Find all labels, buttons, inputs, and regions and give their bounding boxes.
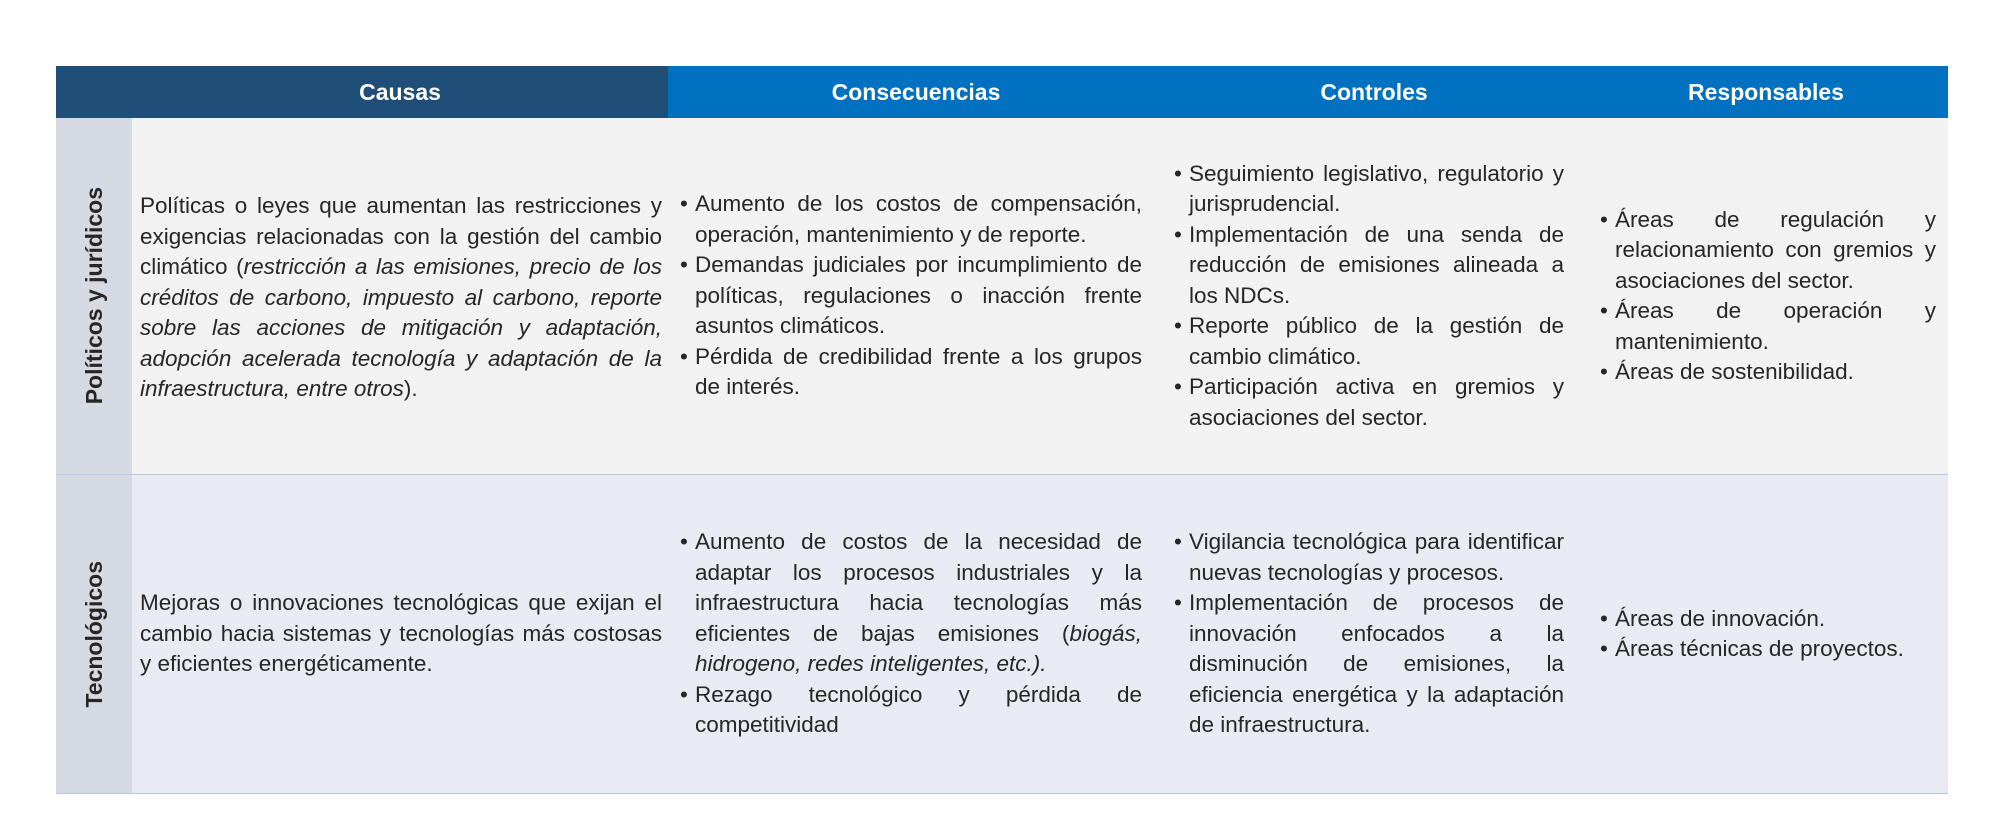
header-causas: Causas [132, 66, 668, 118]
cell-causas [132, 118, 668, 474]
table-header [56, 66, 1948, 118]
list-item: • Rezago tecnológico y pérdida de competitividad [680, 680, 1142, 741]
row-category-label: Políticos y jurídicos [80, 187, 107, 405]
list-item: • Áreas técnicas de proyectos. [1600, 634, 1936, 665]
responsables-list [1600, 604, 1936, 665]
list-item: • Demandas judiciales por incumplimiento de políticas, regulaciones o inacción frente asuntos climáticos. [680, 250, 1142, 342]
cell-responsables [1584, 475, 1948, 793]
list-item: • Implementación de procesos de innovación enfocados a la disminución de emisiones, la eficiencia energética y la adaptación de infraestructura. [1174, 588, 1564, 741]
cell-consecuencias [668, 118, 1164, 474]
list-item: • Implementación de una senda de reducción de emisiones alineada a los NDCs. [1174, 220, 1564, 312]
list-item: • Vigilancia tecnológica para identificar nuevas tecnologías y procesos. [1174, 527, 1564, 588]
header-responsables: Responsables [1584, 66, 1948, 118]
causas-italic: restricción a las emisiones, precio de los créditos de carbono, impuesto al carbono, reporte sobre las acciones de mitigación y adaptación, adopción acelerada tecnología y adaptación de la infraestructura, entre otros [140, 254, 662, 402]
list-item: • Pérdida de credibilidad frente a los grupos de interés. [680, 342, 1142, 403]
list-item: • Áreas de operación y mantenimiento. [1600, 296, 1936, 357]
list-item: • Aumento de los costos de compensación, operación, mantenimiento y de reporte. [680, 189, 1142, 250]
risk-table [56, 66, 1948, 794]
consecuencia-italic: biogás, hidrogeno, redes inteligentes, etc.). [695, 620, 1142, 677]
list-item: • Áreas de regulación y relacionamiento con gremios y asociaciones del sector. [1600, 205, 1936, 297]
cell-controles [1164, 118, 1584, 474]
cell-consecuencias [668, 475, 1164, 793]
header-stub [56, 66, 132, 118]
cell-causas [132, 475, 668, 793]
consecuencias-list [680, 189, 1142, 403]
header-controles: Controles [1164, 66, 1584, 118]
controles-list [1174, 527, 1564, 741]
table-row [56, 475, 1948, 794]
causas-lead: Políticas o leyes que aumentan las restricciones y exigencias relacionadas con la gestión del cambio climático ( [140, 193, 662, 280]
row-category [56, 475, 132, 793]
table-row [56, 118, 1948, 475]
list-item: • Reporte público de la gestión de cambio climático. [1174, 311, 1564, 372]
responsables-list [1600, 205, 1936, 388]
consecuencia-lead: Aumento de costos de la necesidad de adaptar los procesos industriales y la infraestructura hacia tecnologías más eficientes de bajas emisiones ( [695, 529, 1142, 646]
controles-list [1174, 159, 1564, 434]
header-consecuencias: Consecuencias [668, 66, 1164, 118]
cell-responsables [1584, 118, 1948, 474]
row-category-label: Tecnológicos [80, 560, 107, 708]
list-item: • Participación activa en gremios y asociaciones del sector. [1174, 372, 1564, 433]
list-item: • Seguimiento legislativo, regulatorio y jurisprudencial. [1174, 159, 1564, 220]
list-item [680, 527, 1142, 680]
causas-text [140, 191, 662, 405]
list-item: • Áreas de innovación. [1600, 604, 1936, 635]
causas-tail: ). [403, 376, 418, 402]
cell-controles [1164, 475, 1584, 793]
consecuencias-list [680, 527, 1142, 741]
row-category [56, 118, 132, 474]
list-item: • Áreas de sostenibilidad. [1600, 357, 1936, 388]
causas-text: Mejoras o innovaciones tecnológicas que exijan el cambio hacia sistemas y tecnologías más costosas y eficientes energéticamente. [140, 590, 662, 677]
